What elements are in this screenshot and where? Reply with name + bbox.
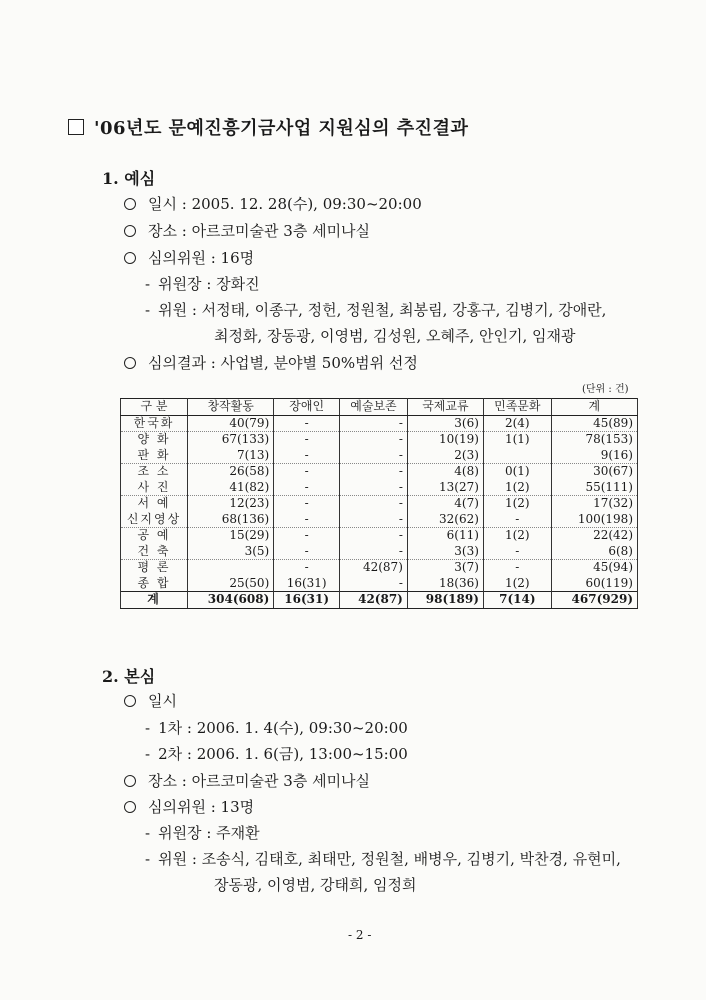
total-cell: 467(929) [551, 592, 637, 609]
table-cell: 40(79) [188, 415, 274, 432]
s1-date-text: 일시 : 2005. 12. 28(수), 09:30~20:00 [148, 195, 422, 213]
s2-members [124, 796, 254, 817]
results-table [120, 398, 638, 609]
table-row [121, 464, 638, 480]
s1-committee-cont [214, 325, 576, 346]
table-header-row [121, 399, 638, 416]
s1-members-text: 심의위원 : 16명 [148, 249, 255, 267]
table-cell [188, 560, 274, 576]
s1-committee: - 위원 : 서정태, 이종구, 정헌, 정원철, 최봉림, 강홍구, 김병기, 강애란, [145, 300, 607, 319]
table-cell: 60(119) [551, 576, 637, 592]
row-label: 양 화 [121, 432, 188, 448]
table-row [121, 544, 638, 560]
table-cell: 6(11) [407, 528, 483, 544]
checkbox-icon [68, 119, 84, 135]
s2-place-text: 장소 : 아르코미술관 3층 세미나실 [148, 772, 371, 790]
table-cell: - [274, 415, 340, 432]
table-cell: - [340, 496, 408, 512]
col-header: 예술보존 [340, 399, 408, 416]
s1-committee-line1: 위원 : 서정태, 이종구, 정헌, 정원철, 최봉림, 강홍구, 김병기, 강애란, [158, 301, 607, 319]
table-row [121, 448, 638, 464]
table-cell: 1(1) [483, 432, 551, 448]
s2-committee-line1: 위원 : 조송식, 김태호, 최태만, 정원철, 배병우, 김병기, 박찬경, 유현미, [158, 850, 621, 868]
table-cell: 16(31) [274, 576, 340, 592]
circle-bullet-icon [124, 357, 136, 369]
table-cell: 1(2) [483, 496, 551, 512]
row-label: 서 예 [121, 496, 188, 512]
table-cell: 45(89) [551, 415, 637, 432]
s2-committee: - 위원 : 조송식, 김태호, 최태만, 정원철, 배병우, 김병기, 박찬경, 유현미, [145, 849, 621, 868]
table-row [121, 496, 638, 512]
table-cell: 67(133) [188, 432, 274, 448]
table-cell: - [274, 512, 340, 528]
table-cell [483, 448, 551, 464]
col-header: 창작활동 [188, 399, 274, 416]
row-label: 종 합 [121, 576, 188, 592]
s1-members [124, 247, 254, 268]
table-cell: 3(7) [407, 560, 483, 576]
table-cell: - [274, 480, 340, 496]
col-header: 장애인 [274, 399, 340, 416]
s1-place [124, 220, 370, 241]
row-label: 신지영상 [121, 512, 188, 528]
s2-date2: - 2차 : 2006. 1. 6(금), 13:00~15:00 [145, 744, 408, 763]
table-cell: 6(8) [551, 544, 637, 560]
s2-date-label-text: 일시 [148, 692, 177, 710]
table-row [121, 512, 638, 528]
table-cell: 13(27) [407, 480, 483, 496]
total-cell: 42(87) [340, 592, 408, 609]
table-cell: 45(94) [551, 560, 637, 576]
row-label: 사 진 [121, 480, 188, 496]
table-cell: 4(7) [407, 496, 483, 512]
table-cell: - [340, 528, 408, 544]
circle-bullet-icon [124, 695, 136, 707]
table-row [121, 528, 638, 544]
table-cell: - [274, 448, 340, 464]
table-cell: 78(153) [551, 432, 637, 448]
s1-date [124, 193, 422, 214]
table-cell: - [483, 560, 551, 576]
table-cell: 2(3) [407, 448, 483, 464]
total-cell: 16(31) [274, 592, 340, 609]
col-header: 민족문화 [483, 399, 551, 416]
table-row [121, 576, 638, 592]
table-cell: - [340, 480, 408, 496]
table-cell: 30(67) [551, 464, 637, 480]
table-cell: 68(136) [188, 512, 274, 528]
table-cell: 42(87) [340, 560, 408, 576]
table-cell: - [340, 415, 408, 432]
s2-members-text: 심의위원 : 13명 [148, 798, 255, 816]
circle-bullet-icon [124, 252, 136, 264]
total-cell: 98(189) [407, 592, 483, 609]
circle-bullet-icon [124, 775, 136, 787]
table-cell: 2(4) [483, 415, 551, 432]
table-cell: - [274, 560, 340, 576]
total-cell: 7(14) [483, 592, 551, 609]
section2-heading: 2. 본심 [102, 667, 156, 686]
row-label: 건 축 [121, 544, 188, 560]
table-cell: - [340, 544, 408, 560]
table-cell: - [274, 544, 340, 560]
title-text: '06년도 문예진흥기금사업 지원심의 추진결과 [94, 118, 469, 139]
total-label: 계 [121, 592, 188, 609]
s1-place-text: 장소 : 아르코미술관 3층 세미나실 [148, 222, 371, 240]
table-row [121, 415, 638, 432]
circle-bullet-icon [124, 801, 136, 813]
table-cell: 12(23) [188, 496, 274, 512]
row-label: 평 론 [121, 560, 188, 576]
row-label: 판 화 [121, 448, 188, 464]
table-cell: - [274, 432, 340, 448]
section1-heading: 1. 예심 [102, 169, 156, 188]
table-cell: 32(62) [407, 512, 483, 528]
s1-chair: - 위원장 : 장화진 [145, 274, 260, 293]
s2-committee-cont [214, 874, 417, 895]
table-cell: 3(6) [407, 415, 483, 432]
s1-committee-line2: 최정화, 장동광, 이영범, 김성원, 오혜주, 안인기, 임재광 [214, 327, 576, 345]
col-header: 국제교류 [407, 399, 483, 416]
table-cell: 18(36) [407, 576, 483, 592]
table-cell: - [483, 544, 551, 560]
page-number: - 2 - [348, 928, 372, 942]
s2-committee-line2: 장동광, 이영범, 강태희, 임정희 [214, 876, 417, 894]
table-cell: 4(8) [407, 464, 483, 480]
table-cell: 1(2) [483, 480, 551, 496]
table-cell: 100(198) [551, 512, 637, 528]
row-label: 공 예 [121, 528, 188, 544]
table-cell: 3(5) [188, 544, 274, 560]
circle-bullet-icon [124, 198, 136, 210]
table-row [121, 432, 638, 448]
s1-chair-text: 위원장 : 장화진 [158, 275, 260, 293]
total-cell: 304(608) [188, 592, 274, 609]
s2-place [124, 770, 370, 791]
table-row [121, 560, 638, 576]
table-cell: 3(3) [407, 544, 483, 560]
table-cell: - [340, 432, 408, 448]
s2-date2-text: 2차 : 2006. 1. 6(금), 13:00~15:00 [158, 745, 408, 763]
table-cell: - [274, 464, 340, 480]
table-cell: - [274, 528, 340, 544]
table-cell: 22(42) [551, 528, 637, 544]
col-header: 계 [551, 399, 637, 416]
table-cell: 1(2) [483, 576, 551, 592]
s1-result [124, 352, 418, 373]
table-cell: 26(58) [188, 464, 274, 480]
table-cell: - [274, 496, 340, 512]
table-cell: 10(19) [407, 432, 483, 448]
table-cell: - [340, 448, 408, 464]
table-row [121, 480, 638, 496]
document-title [68, 114, 468, 140]
table-cell: - [340, 464, 408, 480]
s2-chair-text: 위원장 : 주재환 [158, 824, 260, 842]
s2-date1-text: 1차 : 2006. 1. 4(수), 09:30~20:00 [158, 719, 408, 737]
table-cell: - [340, 576, 408, 592]
table-cell: 9(16) [551, 448, 637, 464]
table-total-row [121, 592, 638, 609]
table-cell: 41(82) [188, 480, 274, 496]
s2-chair: - 위원장 : 주재환 [145, 823, 260, 842]
col-header: 구 분 [121, 399, 188, 416]
table-cell: 15(29) [188, 528, 274, 544]
table-unit: (단위 : 건) [582, 384, 629, 395]
table-cell: 25(50) [188, 576, 274, 592]
row-label: 조 소 [121, 464, 188, 480]
s2-date-label [124, 690, 177, 711]
s2-date1: - 1차 : 2006. 1. 4(수), 09:30~20:00 [145, 718, 408, 737]
circle-bullet-icon [124, 225, 136, 237]
table-cell: 7(13) [188, 448, 274, 464]
table-cell: 17(32) [551, 496, 637, 512]
table-cell: 55(111) [551, 480, 637, 496]
row-label: 한국화 [121, 415, 188, 432]
table-cell: 1(2) [483, 528, 551, 544]
s1-result-text: 심의결과 : 사업별, 분야별 50%범위 선정 [148, 354, 418, 372]
table-cell: 0(1) [483, 464, 551, 480]
table-cell: - [340, 512, 408, 528]
table-cell: - [483, 512, 551, 528]
